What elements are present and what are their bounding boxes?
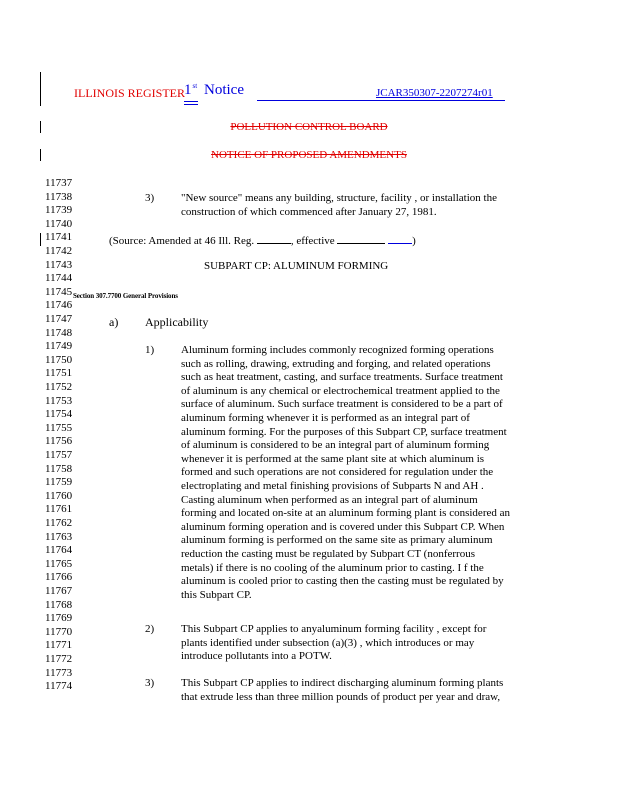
body-line: Casting aluminum when performed as an integral part of aluminum [181, 493, 478, 506]
line-number: 11752 [45, 381, 73, 393]
line-number: 11754 [45, 408, 73, 421]
line-number: 11763 [45, 530, 73, 543]
insert-line [257, 100, 505, 101]
line-number: 11753 [45, 394, 73, 407]
line-number: 11745 [45, 285, 73, 298]
line-number: 11758 [45, 462, 73, 475]
subpart-title: SUBPART CP: ALUMINUM FORMING [204, 260, 389, 272]
body-line: such as rolling, drawing, extruding and forging, and related operations [181, 357, 491, 370]
body-line: such as heat treatment, casting, and surface treatments. Surface treatment [181, 371, 503, 384]
body-line: of aluminum is considered to be an integral part of aluminum forming [181, 439, 490, 452]
line-number: 11769 [45, 612, 73, 625]
insert-underline [184, 104, 198, 105]
line-number: 11757 [45, 449, 73, 461]
notice-number-suffix: st [192, 82, 198, 90]
line-number: 11740 [45, 217, 73, 230]
line-number: 11737 [45, 177, 73, 189]
body-line: aluminum is cooled prior to casting then the casting must be regulated by [181, 575, 504, 588]
line-number: 11751 [45, 367, 73, 380]
body-line: that extrude less than three million pounds of product per year and draw, [181, 690, 501, 703]
line-number: 11747 [45, 313, 73, 325]
line-number: 11771 [45, 639, 73, 652]
line-number: 11739 [45, 204, 73, 217]
line-number: 11768 [45, 598, 73, 611]
line-number: 11762 [45, 517, 73, 529]
body-line: Aluminum forming includes commonly recognized forming operations [181, 344, 494, 356]
body-line: surface of aluminum. Such surface treatment is considered to be a part of [181, 398, 503, 411]
source-note [109, 233, 416, 249]
line-number: 11746 [45, 299, 73, 312]
body-line: whenever it is performed at the same plant site at which aluminum is [181, 452, 485, 465]
body-line: This Subpart CP applies to indirect discharging aluminum forming plants [181, 677, 504, 689]
body-line: formed and such operations are not considered for regulation under the [181, 466, 494, 479]
line-number: 11770 [45, 625, 73, 638]
line-number: 11738 [45, 190, 73, 203]
line-number: 11773 [45, 666, 73, 679]
body-line: plants identified under subsection (a)(3) , which introduces or may [181, 636, 475, 649]
line-number: 11756 [45, 435, 73, 448]
line-number: 11743 [45, 258, 73, 271]
item-number: 2) [145, 623, 155, 635]
body-line: aluminum forming whenever it is performed as an integral part of [181, 412, 470, 424]
body-line: electroplating and metal finishing provisions of Subparts N and AH . [181, 480, 484, 492]
line-number: 11755 [45, 421, 73, 434]
line-number: 11749 [45, 340, 73, 353]
notice-number [184, 82, 197, 99]
line-number: 11760 [45, 489, 73, 502]
body-line: aluminum forming is performed on the same site as primary aluminum [181, 534, 493, 547]
item-number: 3) [145, 677, 155, 689]
line-number: 11764 [45, 544, 73, 557]
change-bar [40, 233, 41, 246]
blank-field [257, 233, 291, 244]
blank-field [337, 233, 385, 244]
line-number: 11742 [45, 245, 73, 257]
line-number: 11766 [45, 571, 73, 584]
source-close: ) [412, 235, 416, 247]
page-header [74, 82, 594, 112]
item-number: 3) [145, 192, 155, 204]
agency-name: POLLUTION CONTROL BOARD [230, 121, 388, 133]
source-prefix: (Source: Amended at 46 Ill. Reg. [109, 235, 255, 247]
body-line: of aluminum is any chemical or electrochemical treatment applied to the [181, 384, 500, 397]
line-number: 11765 [45, 557, 73, 570]
line-number: 11750 [45, 353, 73, 366]
line-number: 11744 [45, 272, 73, 285]
body-line: construction of which commenced after January 27, 1981. [181, 205, 437, 218]
subsection-title: Applicability [145, 315, 209, 329]
jcar-id: JCAR350307-2207274r01 [376, 87, 493, 99]
line-number: 11767 [45, 585, 73, 597]
subsection-label: a) [109, 315, 119, 329]
section-heading: Section 307.7700 General Provisions [73, 292, 178, 300]
body-line: aluminum forming. For the purposes of this Subpart CP, surface treatment [181, 425, 507, 438]
body-line: introduce pollutants into a POTW. [181, 650, 332, 663]
source-effective: , effective [290, 235, 335, 247]
insert-underline [184, 101, 198, 102]
body-line: metals) if there is no cooling of the aluminum prior to casting. I f the [181, 561, 484, 574]
change-bar [40, 72, 41, 106]
notice-number-value: 1 [184, 82, 192, 98]
body-line: This Subpart CP applies to anyaluminum forming facility , except for [181, 623, 487, 635]
line-number: 11772 [45, 653, 73, 665]
item-number: 1) [145, 344, 155, 356]
line-number: 11748 [45, 326, 73, 339]
body-line: aluminum forming operation and is covered under this Subpart CP. When [181, 520, 505, 533]
line-number: 11761 [45, 503, 73, 516]
line-number: 11774 [45, 680, 73, 693]
body-line: "New source" means any building, structure, facility , or installation the [181, 192, 497, 204]
body-line: reduction the casting must be regulated by Subpart CT (nonferrous [181, 548, 475, 560]
register-title: ILLINOIS REGISTER [74, 86, 185, 100]
blank-field [388, 233, 412, 244]
notice-label: Notice [204, 82, 244, 98]
body-line: this Subpart CP. [181, 588, 252, 601]
line-number: 11741 [45, 231, 73, 244]
line-number: 11759 [45, 476, 73, 489]
body-line: forming and located on-site at an aluminum forming plant is considered an [181, 507, 510, 520]
notice-title: NOTICE OF PROPOSED AMENDMENTS [211, 149, 407, 161]
